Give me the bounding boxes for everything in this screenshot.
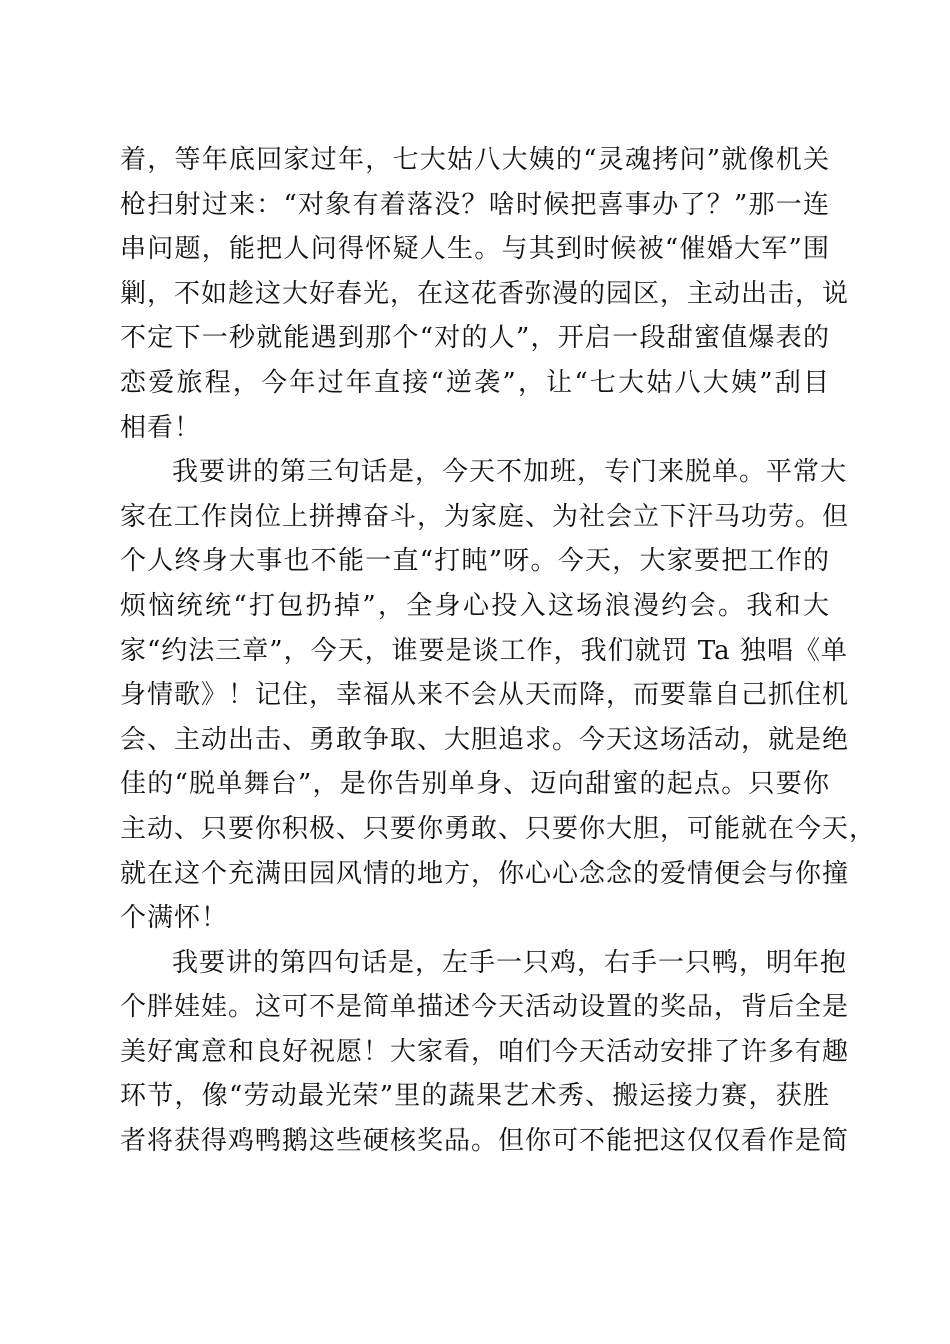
text-line: 环节，像“劳动最光荣”里的蔬果艺术秀、搬运接力赛，获胜 (120, 1081, 830, 1112)
text-line: 个满怀！ (120, 903, 229, 934)
text-line: 个胖娃娃。这可不是简单描述今天活动设置的奖品，背后全是 (120, 992, 850, 1023)
text-line: 个人终身大事也不能一直“打盹”呀。今天，大家要把工作的 (120, 546, 830, 577)
text-line: 恋爱旅程，今年过年直接“逆袭”，让“七大姑八大姨”刮目 (120, 367, 830, 398)
body-text (120, 138, 877, 1164)
text-line: 主动、只要你积极、只要你勇敢、只要你大胆，可能就在今天， (120, 813, 877, 844)
text-line: 美好寓意和良好祝愿！大家看，咱们今天活动安排了许多有趣 (120, 1036, 850, 1067)
text-line: 烦恼统统“打包扔掉”，全身心投入这场浪漫约会。我和大 (120, 590, 830, 621)
text-line: 我要讲的第四句话是，左手一只鸡，右手一只鸭，明年抱 (172, 947, 848, 978)
text-line: 串问题，能把人问得怀疑人生。与其到时候被“催婚大军”围 (120, 234, 830, 265)
text-line: 家“约法三章”，今天，谁要是谈工作，我们就罚 Ta 独唱《单 (120, 635, 848, 666)
text-line: 者将获得鸡鸭鹅这些硬核奖品。但你可不能把这仅仅看作是简 (120, 1126, 850, 1157)
text-line: 相看！ (120, 412, 202, 443)
text-line: 身情歌》！记住，幸福从来不会从天而降，而要靠自己抓住机 (120, 680, 850, 711)
text-line: 枪扫射过来：“对象有着落没？啥时候把喜事办了？”那一连 (120, 189, 830, 220)
text-line: 佳的“脱单舞台”，是你告别单身、迈向甜蜜的起点。只要你 (120, 769, 830, 800)
text-line: 我要讲的第三句话是，今天不加班，专门来脱单。平常大 (172, 457, 848, 488)
text-line: 会、主动出击、勇敢争取、大胆追求。今天这场活动，就是绝 (120, 724, 850, 755)
text-line: 家在工作岗位上拼搏奋斗，为家庭、为社会立下汗马功劳。但 (120, 501, 850, 532)
text-line: 不定下一秒就能遇到那个“对的人”，开启一段甜蜜值爆表的 (120, 323, 830, 354)
text-line: 就在这个充满田园风情的地方，你心心念念的爱情便会与你撞 (120, 858, 850, 889)
text-line: 剿，不如趁这大好春光，在这花香弥漫的园区，主动出击，说 (120, 278, 850, 309)
text-line: 着，等年底回家过年，七大姑八大姨的“灵魂拷问”就像机关 (120, 145, 830, 175)
